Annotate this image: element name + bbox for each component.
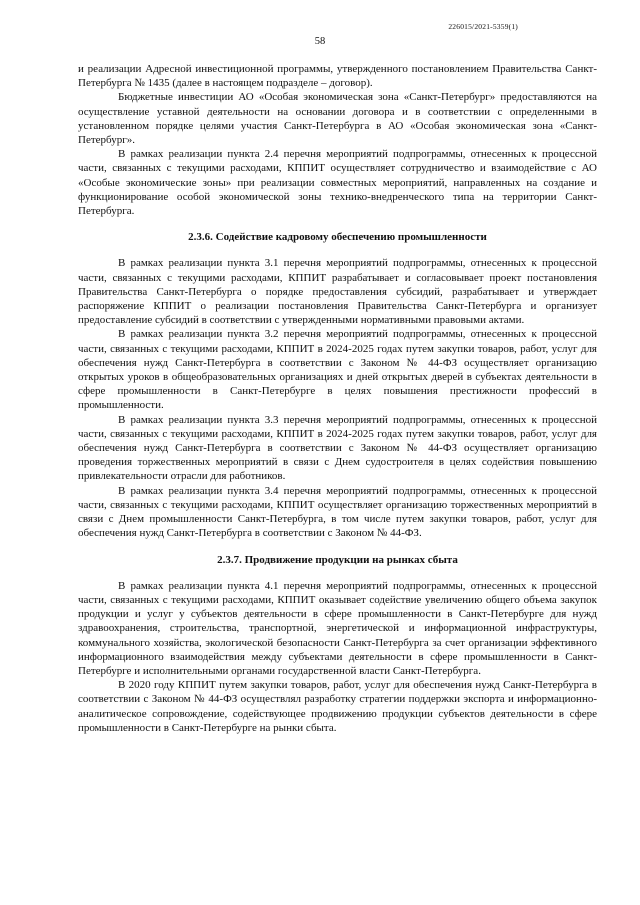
document-body [78,62,597,735]
section-heading-2-3-6: 2.3.6. Содействие кадровому обеспечению промышленности [188,231,487,244]
paragraph: В рамках реализации пункта 3.4 перечня мероприятий подпрограммы, отнесенных к процессной части, связанных с текущими расходами, КППИТ осуществляет организацию торжественных мероприятий в связи с Днем промышленности Санкт-Петербурга, в том числе путем закупки товаров, работ, услуг для обеспечения нужд Санкт-Петербурга в соответствии с Законом № 44-ФЗ. [78,484,597,540]
paragraph: В 2020 году КППИТ путем закупки товаров, работ, услуг для обеспечения нужд Санкт-Петербурга в соответствии с Законом № 44-ФЗ осуществлял разработку стратегии поддержки экспорта и информационно-аналитическое сопровождение, содействующее продвижению продукции субъектов деятельности в сфере промышленности в Санкт-Петербурге на рынки сбыта. [78,679,597,734]
section-heading-2-3-7: 2.3.7. Продвижение продукции на рынках сбыта [217,553,458,566]
paragraph: В рамках реализации пункта 3.3 перечня мероприятий подпрограммы, отнесенных к процессной части, связанных с текущими расходами, КППИТ в 2024-2025 годах путем закупки товаров, работ, услуг для обеспечения нужд Санкт-Петербурга в соответствии с Законом № 44-ФЗ осуществляет организацию проведения торжественных мероприятий в связи с Днем судостроителя в целях содействия повышению привлекательности отрасли для работников. [78,413,597,483]
paragraph: В рамках реализации пункта 4.1 перечня мероприятий подпрограммы, отнесенных к процессной части, связанных с текущими расходами, КППИТ оказывает содействие увеличению общего объема закупок продукции и услуг у субъектов деятельности в сфере промышленности в Санкт-Петербурге для нужд здравоохранения, строительства, транспортной, энергетической и информационной инфраструктуры, коммунального хозяйства, экологической безопасности Санкт-Петербурга за счет организации эффективного информационного взаимодействия между субъектами деятельности в сфере промышленности в Санкт-Петербурге и исполнительными органами государственной власти Санкт-Петербурга. [78,579,597,677]
paragraph: В рамках реализации пункта 3.1 перечня мероприятий подпрограммы, отнесенных к процессной части, связанных с текущими расходами, КППИТ разрабатывает и согласовывает проект постановления Правительства Санкт-Петербурга о порядке предоставления субсидий, разрабатывает и утверждает распоряжение КППИТ о реализации постановления Правительства Санкт-Петербурга и организует предоставление субсидий в соответствии с утвержденными нормативными правовыми актами. [78,257,597,327]
page-number: 58 [314,36,326,47]
paragraph: В рамках реализации пункта 3.2 перечня мероприятий подпрограммы, отнесенных к процессной части, связанных с текущими расходами, КППИТ в 2024-2025 годах путем закупки товаров, работ, услуг для обеспечения нужд Санкт-Петербурга в соответствии с Законом № 44-ФЗ осуществляет организацию открытых уроков в общеобразовательных организациях и дней открытых дверей в субъектах деятельности в сфере промышленности в Санкт-Петербурге в целях повышения престижности профессий в промышленности. [78,328,597,412]
paragraph: В рамках реализации пункта 2.4 перечня мероприятий подпрограммы, отнесенных к процессной части, связанных с текущими расходами, КППИТ осуществляет сотрудничество и взаимодействие с АО «Особые экономические зоны» при реализации совместных мероприятий, направленных на создание и функционирование особой экономической зоны технико-внедренческого типа на территории Санкт-Петербурга. [78,148,597,218]
paragraph: Бюджетные инвестиции АО «Особая экономическая зона «Санкт-Петербург» предоставляются на осуществление уставной деятельности на основании договора и в соответствии с определенными в установленном порядке целями участия Санкт-Петербурга в АО «Особая экономическая зона «Санкт-Петербург». [78,91,597,147]
document-id: 226015/2021-5359(1) [448,22,518,31]
paragraph: и реализации Адресной инвестиционной программы, утвержденного постановлением Правительства Санкт-Петербурга № 1435 (далее в настоящем подразделе – договор). [78,63,597,90]
